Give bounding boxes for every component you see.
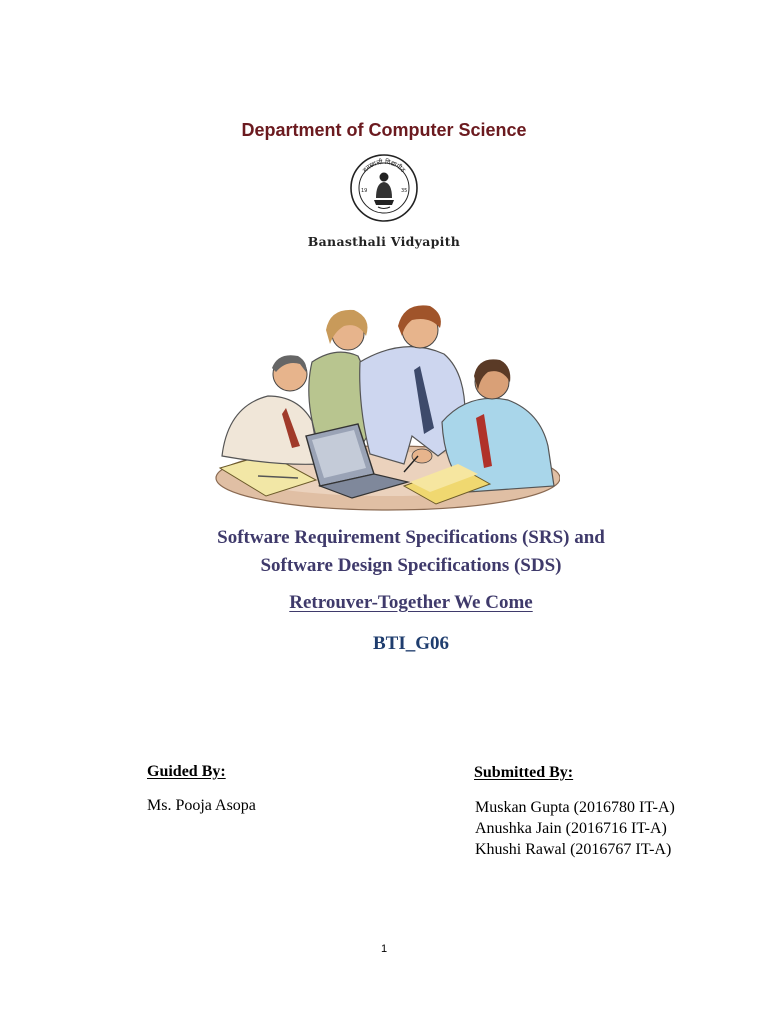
member-item: Khushi Rawal (2016767 IT-A) [475,841,672,858]
guide-name: Ms. Pooja Asopa [147,797,256,814]
team-meeting-illustration-icon [208,296,560,514]
seal-year-right: 35 [401,188,408,194]
group-code: BTI_G06 [372,633,450,654]
department-heading: Department of Computer Science [241,120,527,140]
member-list [475,797,675,860]
project-name-text: Retrouver-Together We Come [289,592,533,613]
member-item: Muskan Gupta (2016780 IT-A) [475,799,675,816]
seal-year-left: 19 [361,188,368,194]
guided-by-label: Guided By: [147,763,226,780]
document-title [0,524,768,580]
title-line-1: Software Requirement Specifications (SRS) and [217,527,605,548]
title-line-2: Software Design Specifications (SDS) [260,555,562,576]
seal-text: बनस्थली विद्यापीठ [360,157,408,175]
member-item: Anushka Jain (2016716 IT-A) [475,820,667,837]
submitted-by-label: Submitted By: [474,764,574,781]
page-number: 1 [380,943,388,955]
university-seal-icon [348,152,420,224]
project-name [0,592,768,614]
institution-name: Banasthali Vidyapith [307,234,461,249]
